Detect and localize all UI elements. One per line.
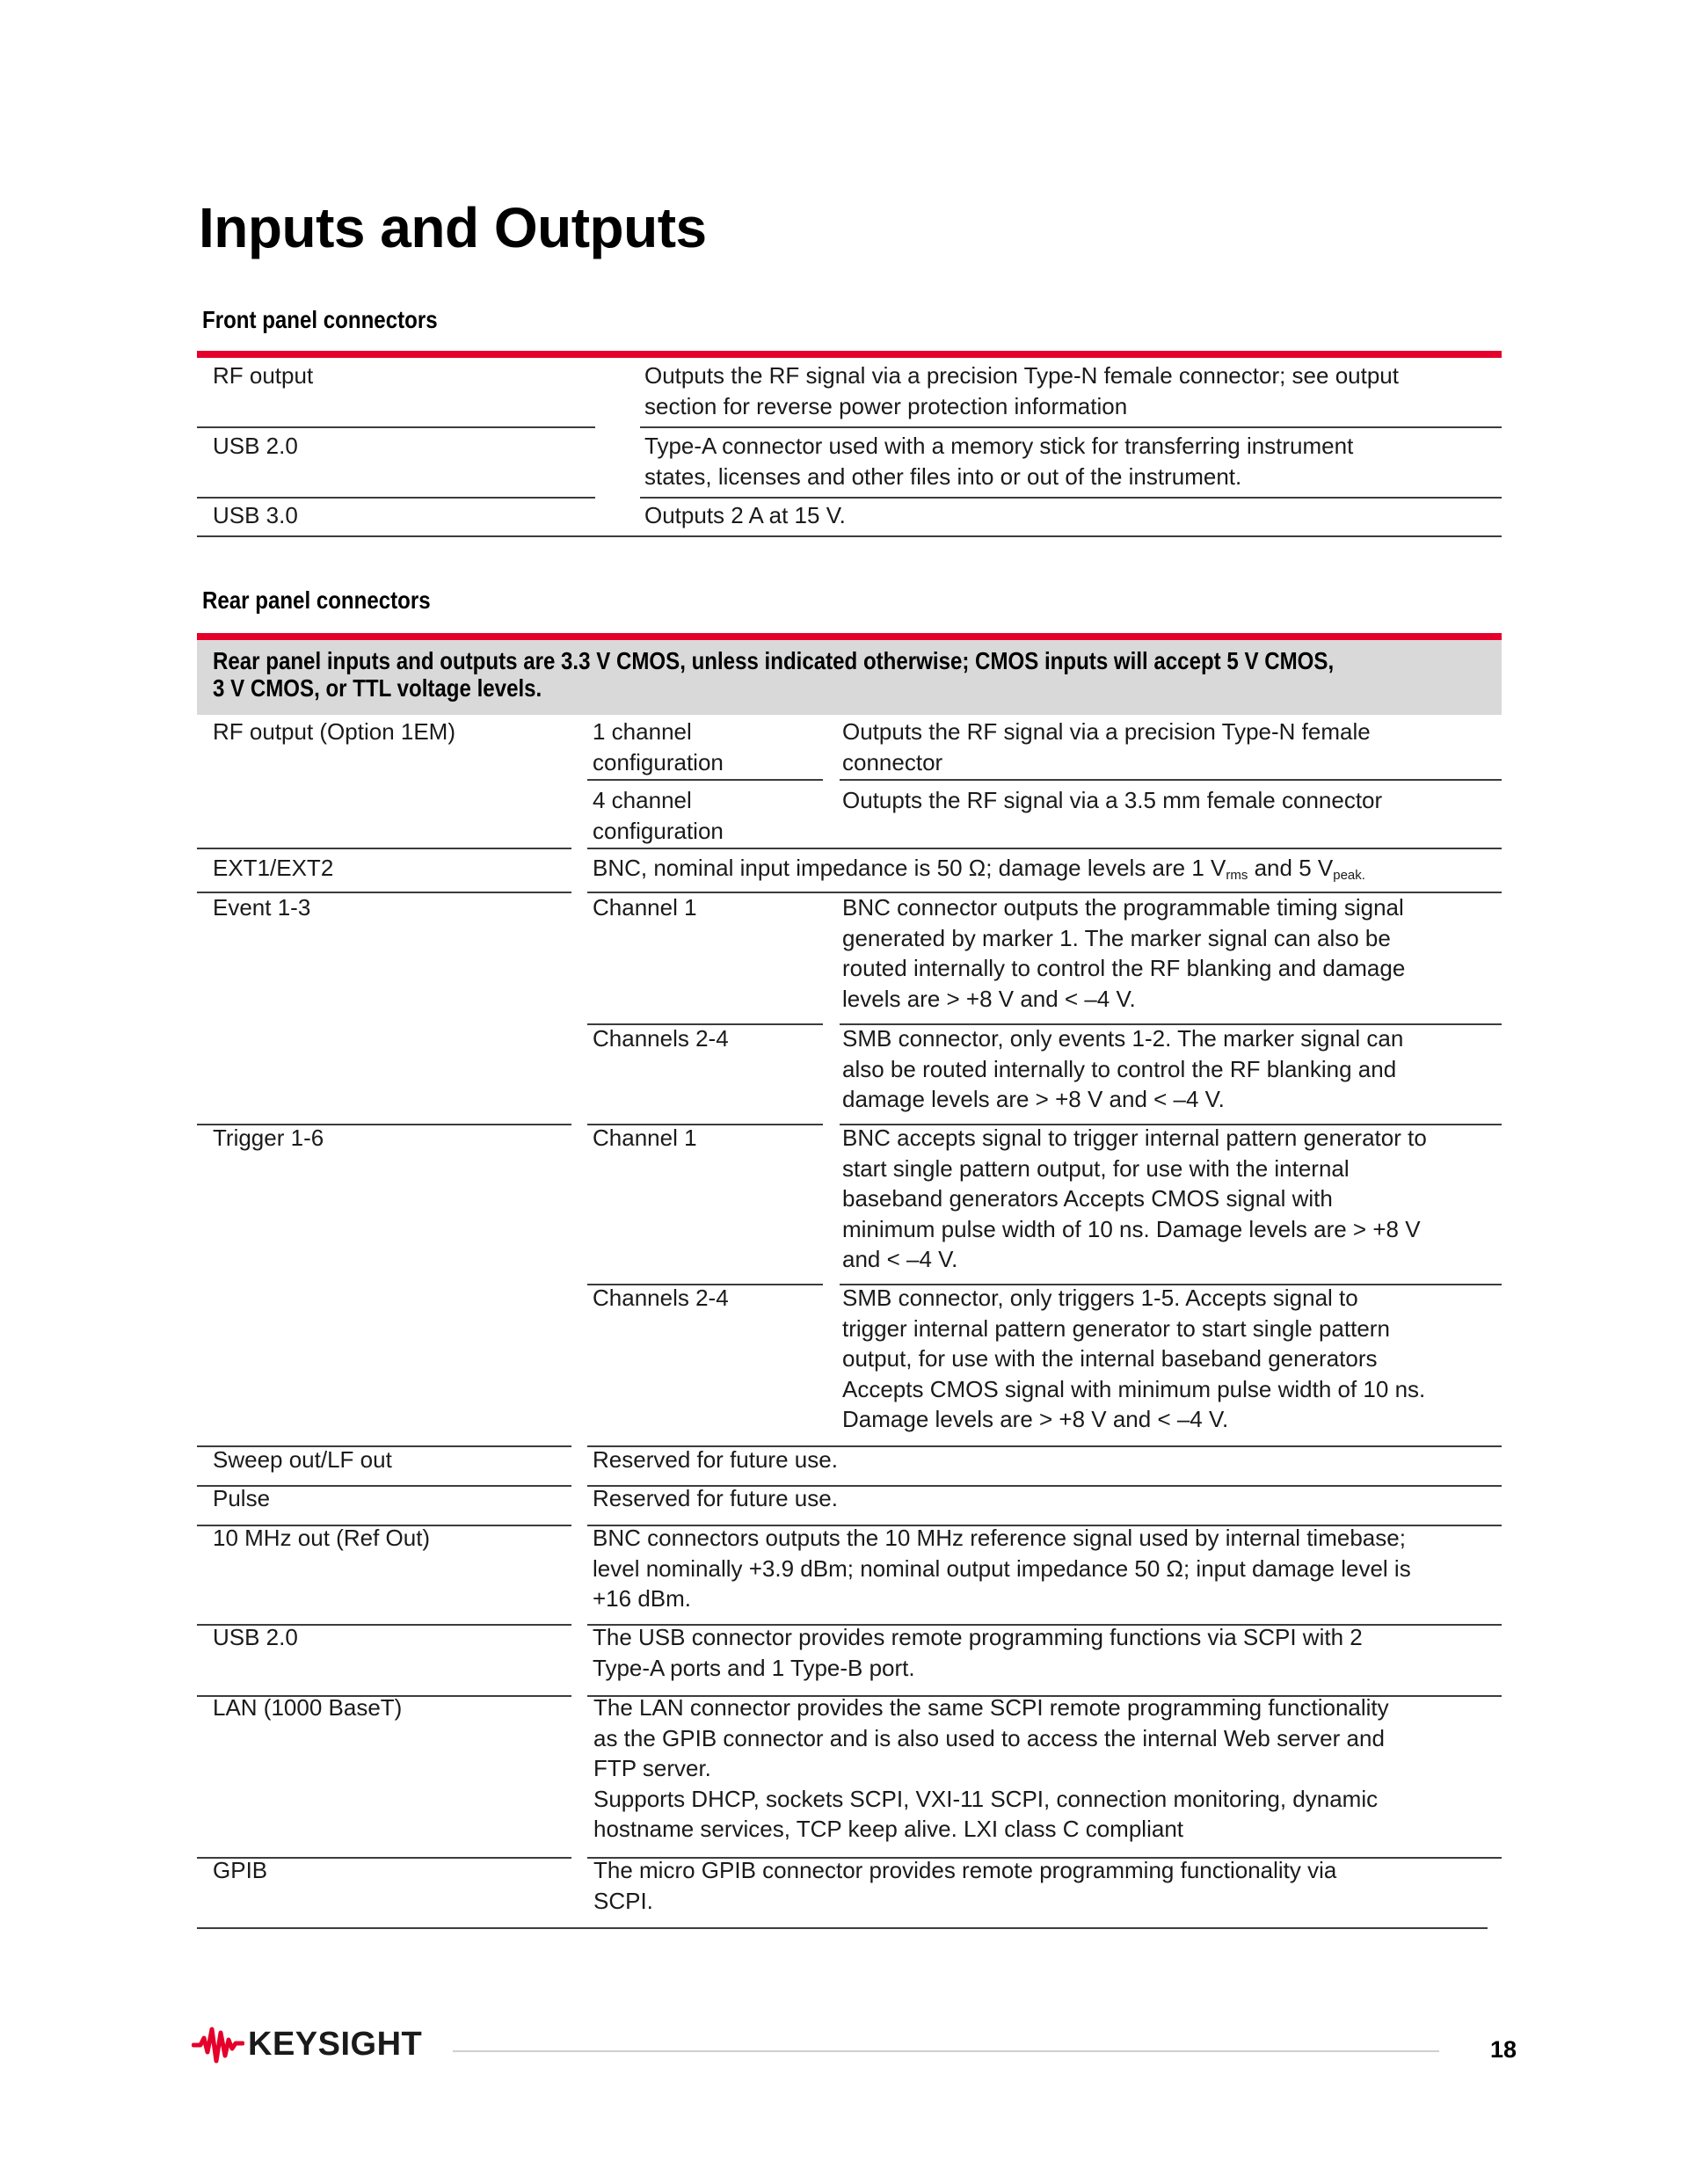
rear-row-name: Event 1-3 <box>213 894 311 921</box>
sub-label: Channel 1 <box>593 894 697 921</box>
rear-row-name: GPIB <box>213 1857 268 1883</box>
sub-label: Channel 1 <box>593 1125 697 1151</box>
rear-row-desc <box>593 1523 1411 1614</box>
keysight-wave-icon <box>192 2024 244 2066</box>
front-row-name: USB 3.0 <box>213 502 298 528</box>
desc-line: Outputs the RF signal via a precision Type-N female connector; see output <box>644 362 1399 389</box>
desc-line: damage levels are > +8 V and < –4 V. <box>842 1086 1225 1112</box>
desc-line: minimum pulse width of 10 ns. Damage levels are > +8 V <box>842 1215 1421 1242</box>
rear-row-name: USB 2.0 <box>213 1624 298 1650</box>
rear-row-name: 10 MHz out (Ref Out) <box>213 1525 431 1551</box>
desc-line: BNC connector outputs the programmable timing signal <box>842 894 1404 921</box>
sub-label: Channels 2-4 <box>593 1285 729 1311</box>
sub-desc <box>842 1023 1403 1115</box>
desc-text: and 5 V <box>1248 855 1334 881</box>
desc-line: SMB connector, only events 1-2. The marker signal can <box>842 1025 1404 1052</box>
desc-line: Damage levels are > +8 V and < –4 V. <box>842 1406 1229 1432</box>
desc-line: levels are > +8 V and < –4 V. <box>842 985 1136 1012</box>
desc-line: routed internally to control the RF blanking and damage <box>842 955 1406 981</box>
label-line: 1 channel <box>593 718 692 745</box>
desc-line: BNC connectors outputs the 10 MHz reference signal used by internal timebase; <box>593 1525 1406 1551</box>
rear-row-name: EXT1/EXT2 <box>213 855 334 881</box>
row-divider <box>197 497 595 499</box>
page-title: Inputs and Outputs <box>199 196 707 259</box>
keysight-logo <box>192 2024 423 2068</box>
table-bottom-rule <box>197 1927 1488 1929</box>
desc-line: states, licenses and other files into or out of the instrument. <box>644 462 1242 490</box>
rear-panel-heading: Rear panel connectors <box>202 586 431 614</box>
row-divider <box>197 426 595 428</box>
desc-line: hostname services, TCP keep alive. LXI class C compliant <box>593 1816 1183 1842</box>
desc-line: Supports DHCP, sockets SCPI, VXI-11 SCPI, connection monitoring, dynamic <box>593 1785 1379 1812</box>
row-divider <box>640 497 1502 499</box>
front-row-desc <box>644 500 846 531</box>
sub-desc <box>842 892 1405 1014</box>
front-row-name: RF output <box>213 362 314 389</box>
desc-line: Type-A ports and 1 Type-B port. <box>593 1654 915 1681</box>
desc-line: generated by marker 1. The marker signal can also be <box>842 924 1391 951</box>
desc-line: baseband generators Accepts CMOS signal with <box>842 1185 1333 1212</box>
desc-line: section for reverse power protection information <box>644 392 1128 419</box>
sub-label <box>593 785 724 846</box>
row-divider <box>587 848 1502 849</box>
desc-line: Reserved for future use. <box>593 1446 838 1473</box>
desc-line: The LAN connector provides the same SCPI remote programming functionality <box>593 1694 1389 1721</box>
sub-desc <box>842 785 1382 816</box>
desc-line: FTP server. <box>593 1755 711 1781</box>
sub-desc <box>842 1283 1425 1435</box>
row-divider <box>640 426 1502 428</box>
desc-line: Outupts the RF signal via a 3.5 mm female connector <box>842 787 1383 813</box>
page-number: 18 <box>1490 2036 1517 2063</box>
rear-row-name: Pulse <box>213 1485 271 1511</box>
rear-note <box>213 647 1334 702</box>
desc-line: Outputs the RF signal via a precision Type-N female <box>842 718 1371 745</box>
rear-row-name: LAN (1000 BaseT) <box>213 1694 403 1721</box>
brand-name: KEYSIGHT <box>248 2026 423 2063</box>
rear-row-name: RF output (Option 1EM) <box>213 718 455 745</box>
desc-line: also be routed internally to control the RF blanking and <box>842 1055 1397 1082</box>
sub-desc <box>842 717 1371 777</box>
desc-line: SMB connector, only triggers 1-5. Accepts signal to <box>842 1285 1358 1311</box>
rear-row-desc <box>593 1693 1389 1845</box>
label-line: 4 channel <box>593 787 692 813</box>
note-line: Rear panel inputs and outputs are 3.3 V CMOS, unless indicated otherwise; CMOS inputs will accept 5 V CMOS, <box>213 647 1335 674</box>
desc-line: level nominally +3.9 dBm; nominal output impedance 50 Ω; input damage level is <box>593 1554 1411 1582</box>
desc-line: SCPI. <box>593 1887 653 1914</box>
rear-row-desc <box>593 853 1365 892</box>
front-row-name: USB 2.0 <box>213 433 298 459</box>
desc-line: +16 dBm. <box>593 1585 692 1612</box>
front-row-desc <box>644 360 1399 421</box>
desc-line: as the GPIB connector and is also used to access the internal Web server and <box>593 1724 1385 1751</box>
rear-row-desc <box>593 1855 1336 1916</box>
subscript-peak: peak. <box>1333 868 1365 883</box>
sub-desc <box>842 1123 1427 1275</box>
note-line: 3 V CMOS, or TTL voltage levels. <box>213 674 542 702</box>
desc-line: Type-A connector used with a memory stick for transferring instrument <box>644 433 1354 459</box>
rear-row-name: Trigger 1-6 <box>213 1125 324 1151</box>
desc-line: connector <box>842 748 943 775</box>
row-divider <box>587 779 823 781</box>
front-panel-heading: Front panel connectors <box>202 306 438 333</box>
desc-line: output, for use with the internal baseband generators <box>842 1345 1378 1372</box>
rear-row-desc <box>593 1622 1363 1683</box>
desc-line: Reserved for future use. <box>593 1485 838 1511</box>
label-line: configuration <box>593 817 724 844</box>
desc-line: start single pattern output, for use with the internal <box>842 1154 1350 1182</box>
rear-row-desc <box>593 1483 838 1514</box>
sub-label: Channels 2-4 <box>593 1025 729 1052</box>
subscript-rms: rms <box>1226 868 1248 883</box>
rear-row-desc <box>593 1445 838 1475</box>
desc-line: Outputs 2 A at 15 V. <box>644 502 846 528</box>
row-divider <box>840 779 1502 781</box>
desc-line: Accepts CMOS signal with minimum pulse width of 10 ns. <box>842 1375 1426 1402</box>
sub-label <box>593 717 724 777</box>
row-divider <box>197 848 571 849</box>
rear-row-name: Sweep out/LF out <box>213 1446 392 1473</box>
desc-text: BNC, nominal input impedance is 50 Ω; damage levels are 1 V <box>593 855 1226 881</box>
front-table-top-rule <box>197 351 1502 358</box>
table-bottom-rule <box>197 535 1502 537</box>
desc-line: The micro GPIB connector provides remote programming functionality via <box>593 1857 1337 1883</box>
rear-table-top-rule <box>197 633 1502 640</box>
desc-line: trigger internal pattern generator to start single pattern <box>842 1314 1390 1342</box>
label-line: configuration <box>593 748 724 775</box>
desc-line: BNC accepts signal to trigger internal pattern generator to <box>842 1125 1427 1151</box>
desc-line: The USB connector provides remote programming functions via SCPI with 2 <box>593 1624 1363 1650</box>
footer-rule <box>453 2050 1439 2052</box>
desc-line: and < –4 V. <box>842 1246 958 1272</box>
front-row-desc <box>644 431 1353 491</box>
